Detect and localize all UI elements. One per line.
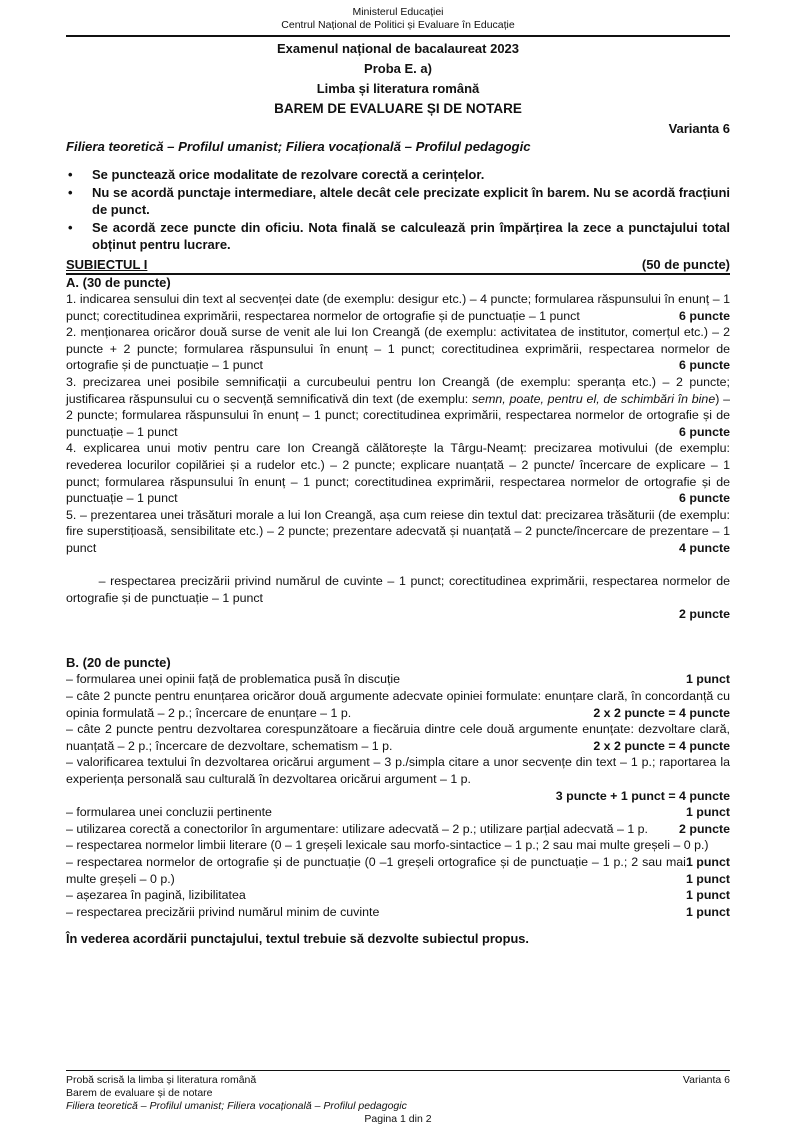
ministry-name: Ministerul Educației <box>352 6 444 18</box>
section-a-title: A. (30 de puncte) <box>66 275 171 290</box>
item-score: 1 punct <box>685 855 730 869</box>
item-text: – respectarea precizării privind numărul de cuvinte – 1 punct; corectitudinea exprimării, respectarea normelor de ortografie și de punctuație – 1 punct <box>66 574 734 605</box>
example-quote: semn, poate, pentru el, de schimbări în bine <box>471 391 716 406</box>
section-b-item <box>66 721 730 754</box>
item-text: – respectarea normelor de ortografie și de punctuație (0 –1 greșeli ortografice și de punctuație – 1 p.; 2 sau mai multe greșeli – 0 p.) <box>66 855 686 886</box>
subject-label: Limba și literatura română <box>316 81 480 96</box>
exam-title: Examenul național de bacalaureat 2023 <box>276 41 520 56</box>
section-b-item <box>66 804 730 821</box>
item-score: 1 punct <box>685 805 730 820</box>
subject-header <box>66 257 730 275</box>
item-text: 1. indicarea sensului din text al secvenței date (de exemplu: desigur etc.) – 4 puncte; formularea răspunsului în enunț – 1 punct; corectitudinea exprimării, respectarea normelor de ortografie și de punctuație – 1 punct <box>66 292 730 323</box>
section-b-item <box>66 854 730 887</box>
item-text: – respectarea precizării privind numărul minim de cuvinte <box>66 904 380 919</box>
document-title: BAREM DE EVALUARE ȘI DE NOTARE <box>274 101 522 116</box>
section-b-item <box>66 688 730 721</box>
filiera-label: Filiera teoretică – Profilul umanist; Filiera vocațională – Profilul pedagogic <box>66 139 531 154</box>
section-a-item-5b <box>66 557 734 640</box>
item-text: – formularea unei opinii față de problematica pusă în discuție <box>66 672 401 687</box>
footer-doc-label: Barem de evaluare și de notare <box>66 1087 213 1099</box>
item-text: ) – 2 puncte; formularea răspunsului în enunț – 1 punct; corectitudinea exprimării, respectarea normelor de ortografie și de punctuație – 1 punct <box>66 391 730 439</box>
item-text: – valorificarea textului în dezvoltarea oricărui argument – 3 p./simpla citare a unor secvențe din text – 1 p.; raportarea la experiența personală sau culturală în dezvoltarea oricărui argument – 1 p. <box>66 755 730 787</box>
item-text: 4. explicarea unui motiv pentru care Ion Creangă călătorește la Târgu-Neamț: precizarea motivului (de exemplu: revederea locurilor copilăriei și a rudelor etc.) – 2 puncte; explicare nuanțată – 2 puncte/ încercare de explicare – 1 punct; formularea răspunsului în enunț – 1 punct; corectitudinea exprimării, respectarea normelor de ortografie și de punctuație – 1 punct <box>66 441 730 506</box>
item-score: 2 puncte <box>679 607 730 622</box>
item-score: 6 puncte <box>679 358 730 373</box>
item-score: 1 punct <box>685 904 730 919</box>
item-text: – câte 2 puncte pentru enunțarea oricăror două argumente adecvate opiniei formulate: enunțare clară, în concordanță cu opinia formulată – 2 p.; încercare de enunțare – 1 p. <box>66 689 730 720</box>
section-b-title: B. (20 de puncte) <box>66 655 171 671</box>
section-b-item <box>66 887 730 904</box>
page-footer <box>66 1070 730 1126</box>
section-a-item-3 <box>66 374 730 440</box>
final-note: În vederea acordării punctajului, textul trebuie să dezvolte subiectul propus. <box>66 931 529 947</box>
section-b-item <box>66 671 730 688</box>
general-rules-list <box>66 166 730 253</box>
subject-title: SUBIECTUL I <box>66 257 148 272</box>
footer-exam-label: Probă scrisă la limba și literatura română <box>66 1074 257 1086</box>
proba-label: Proba E. a) <box>364 61 432 76</box>
page-number: Pagina 1 din 2 <box>364 1113 432 1125</box>
item-text: 2. menționarea oricăror două surse de venit ale lui Ion Creangă (de exemplu: activitatea de institutor, comerțul etc.) – 2 puncte + 2 puncte; formularea răspunsului în enunț – 1 punct; corectitudinea exprimării, respectarea normelor de ortografie și de punctuație – 1 punct <box>66 325 730 373</box>
section-b-item <box>66 837 730 869</box>
item-score: 1 punct <box>685 888 730 903</box>
item-score: 4 puncte <box>679 540 730 555</box>
item-text: – utilizarea corectă a conectorilor în argumentare: utilizare adecvată – 2 p.; utilizare parțial adecvată – 1 p. <box>66 821 648 836</box>
variant-label: Varianta 6 <box>668 121 730 136</box>
item-score: 6 puncte <box>679 491 730 506</box>
item-text: 5. – prezentarea unei trăsături morale a lui Ion Creangă, așa cum reiese din textul dat: precizarea trăsăturii (de exemplu: fire superstițioasă, sensibilitate etc.) – 2 puncte; prezentare adecvată și nuanțată – 2 puncte/încercare de prezentare – 1 punct <box>66 507 730 555</box>
section-b-item <box>66 904 730 921</box>
section-a-item-4 <box>66 440 730 506</box>
item-text: – așezarea în pagină, lizibilitatea <box>66 888 246 903</box>
center-name: Centrul Național de Politici și Evaluare în Educație <box>281 19 515 31</box>
rule-item: • Se acordă zece puncte din oficiu. Nota finală se calculează prin împărțirea la zece a punctajului total obținut pentru lucrare. <box>66 219 730 253</box>
item-score: 6 puncte <box>679 424 730 439</box>
subject-points: (50 de puncte) <box>641 257 730 272</box>
section-a-item-2 <box>66 324 730 374</box>
item-score: 2 puncte <box>679 821 730 836</box>
rule-item: • Se punctează orice modalitate de rezolvare corectă a cerințelor. <box>66 166 730 183</box>
item-score: 1 punct <box>685 672 730 687</box>
section-a-item-1 <box>66 291 730 324</box>
item-score: 2 x 2 puncte = 4 puncte <box>593 705 730 720</box>
item-score: 1 punct <box>685 871 730 886</box>
rule-item: • Nu se acordă punctaje intermediare, altele decât cele precizate explicit în barem. Nu se acordă fracțiuni de punct. <box>66 184 730 218</box>
header-divider <box>66 35 730 37</box>
footer-filiera: Filiera teoretică – Profilul umanist; Filiera vocațională – Profilul pedagogic <box>66 1100 407 1112</box>
section-a-item-5 <box>66 507 730 557</box>
footer-variant: Varianta 6 <box>682 1074 730 1086</box>
item-score: 2 x 2 puncte = 4 puncte <box>593 738 730 753</box>
item-score: 6 puncte <box>679 308 730 323</box>
item-text: – formularea unei concluzii pertinente <box>66 805 272 820</box>
document-page <box>66 0 734 947</box>
item-text: – respectarea normelor limbii literare (0 – 1 greșeli lexicale sau morfo-sintactice – 1 p.; 2 sau mai multe greșeli – 0 p.) <box>66 838 709 853</box>
item-text: 3. precizarea unei posibile semnificații a curcubeului pentru Ion Creangă (de exemplu: speranța etc.) – 2 puncte; justificarea răspunsului cu o secvență semnificativă din text (de exemplu: <box>66 374 730 406</box>
section-b-item <box>66 821 730 838</box>
section-b-item <box>66 754 730 787</box>
item-score: 3 puncte + 1 punct = 4 puncte <box>555 788 730 803</box>
item-text: – câte 2 puncte pentru dezvoltarea corespunzătoare a fiecăruia dintre cele două argumente enunțate: dezvoltare clară, nuanțată – 2 p.; încercare de dezvoltare, schematism – 1 p. <box>66 722 730 753</box>
